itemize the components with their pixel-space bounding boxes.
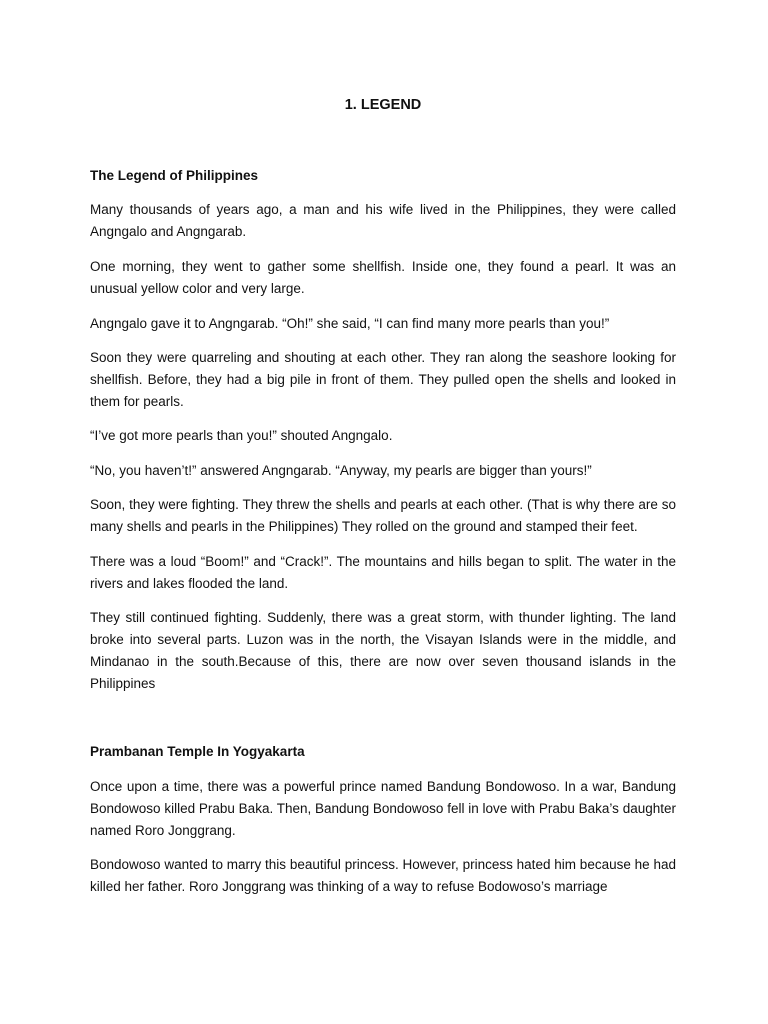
paragraph xyxy=(90,256,676,300)
paragraph-text: Soon they were quarreling and shouting at each other. They ran along the seashore looking for shellfish. Before, they had a big pile in front of them. They pulled open the shells and looked in them for pearls. xyxy=(90,350,676,409)
paragraph-text: There was a loud “Boom!” and “Crack!”. The mountains and hills began to split. The water in the rivers and lakes flooded the land. xyxy=(90,554,676,591)
page-heading: 1. LEGEND xyxy=(344,97,422,113)
paragraph-text: Bondowoso wanted to marry this beautiful princess. However, princess hated him because he had killed her father. Roro Jonggrang was thinking of a way to refuse Bodowoso’s marriage xyxy=(90,857,676,894)
section-title-philippines xyxy=(90,166,676,186)
paragraph xyxy=(90,607,676,695)
document-page xyxy=(90,0,676,1024)
paragraph xyxy=(90,460,676,482)
section-title-prambanan xyxy=(90,742,676,762)
paragraph-text: One morning, they went to gather some shellfish. Inside one, they found a pearl. It was an unusual yellow color and very large. xyxy=(90,259,676,296)
paragraph-text: Once upon a time, there was a powerful prince named Bandung Bondowoso. In a war, Bandung Bondowoso killed Prabu Baka. Then, Bandung Bondowoso fell in love with Prabu Baka’s daughter named Roro Jonggrang. xyxy=(90,779,676,838)
paragraph-text: “No, you haven’t!” answered Angngarab. “Anyway, my pearls are bigger than yours!” xyxy=(90,463,592,478)
paragraph xyxy=(90,776,676,842)
section-title: Prambanan Temple In Yogyakarta xyxy=(90,744,305,759)
paragraph xyxy=(90,551,676,595)
paragraph xyxy=(90,425,676,447)
paragraph xyxy=(90,347,676,413)
paragraph-text: “I’ve got more pearls than you!” shouted Angngalo. xyxy=(90,428,393,443)
paragraph xyxy=(90,313,676,335)
paragraph-text: They still continued fighting. Suddenly, there was a great storm, with thunder lighting. The land broke into several parts. Luzon was in the north, the Visayan Islands were in the middle, and Mindanao in the south.Because of this, there are now over seven thousand islands in the Philippines xyxy=(90,610,676,691)
paragraph-text: Soon, they were fighting. They threw the shells and pearls at each other. (That is why there are so many shells and pearls in the Philippines) They rolled on the ground and stamped their feet. xyxy=(90,497,676,534)
section-title: The Legend of Philippines xyxy=(90,168,259,183)
paragraph xyxy=(90,199,676,243)
paragraph-text: Many thousands of years ago, a man and his wife lived in the Philippines, they were called Angngalo and Angngarab. xyxy=(90,202,676,239)
paragraph xyxy=(90,854,676,898)
paragraph-text: Angngalo gave it to Angngarab. “Oh!” she said, “I can find many more pearls than you!” xyxy=(90,316,610,331)
paragraph xyxy=(90,494,676,538)
